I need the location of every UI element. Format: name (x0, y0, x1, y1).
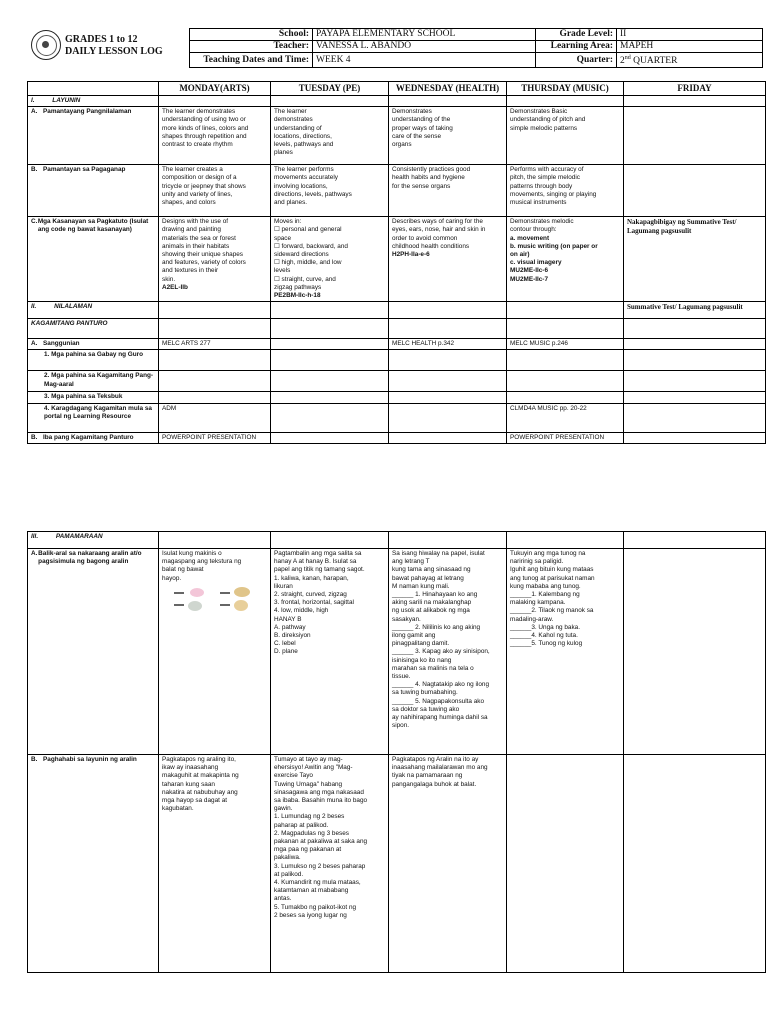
cell-c-friday: Nakapagbibigay ng Summative Test/ Lagumang pagsusulit (624, 217, 766, 302)
animal-pictures (162, 586, 267, 614)
cell-text-line: ______4. Kahol ng tuta. (510, 632, 578, 640)
cell-text-line: isinisinga ko ito nang (392, 656, 452, 664)
corner-cell (28, 82, 159, 96)
animal-icon (174, 604, 184, 606)
cell-text-line: Tumayo at tayo ay mag- (274, 756, 343, 763)
school-value: PAYAPA ELEMENTARY SCHOOL (313, 29, 536, 41)
cell-text-line: order to avoid common (392, 234, 458, 242)
day-header-wednesday: WEDNESDAY (HEALTH) (389, 82, 507, 96)
cell-text-line: space (274, 234, 292, 242)
cell-text-line: 4. Kumandirit ng mula mataas, (274, 879, 361, 887)
cell-text-line: naririnig sa paligid. (510, 558, 564, 566)
cell-text-line: sideward directions (274, 251, 329, 259)
cell-text-line: and features, variety of colors (162, 259, 246, 267)
cell-text-line: ang letrang T (392, 558, 430, 566)
cell-balik-friday (624, 549, 766, 755)
cell-text-line: sipon. (392, 722, 410, 730)
teaching-dates-label: Teaching Dates and Time: (190, 53, 313, 68)
cell-text-line: proper ways of taking (392, 124, 453, 132)
cell-text-line: shapes, and colors (162, 199, 216, 207)
cell-text-line: likuran (274, 582, 293, 590)
cell-text-line: The learner creates a (162, 166, 223, 174)
cell-b-friday (624, 165, 766, 217)
cell-sanggunian-thursday: MELC MUSIC p.246 (507, 339, 624, 350)
cell-text-line: C. lebel (274, 640, 296, 648)
cell-c-tuesday: Moves in: ☐ personal and general space ☐ forward, backward, and sideward directions ☐ high, middle, and low levels ☐ straight, curve, and zigzag pathways PE2BM-IIc-h-18 (271, 217, 389, 302)
cell-text-line: a. movement (510, 234, 550, 242)
cell-text-line: MU2ME-IIc-6 (510, 267, 548, 275)
cell-text-line: movements accurately (274, 174, 338, 182)
cell-text-line: b. music writing (on paper or (510, 242, 598, 250)
cell-text-line: gawin. (274, 805, 293, 813)
row-label-mga-kasanayan: C. Mga Kasanayan sa Pagkatuto (Isulat ang code ng bawat kasanayan) (28, 217, 159, 302)
deped-seal-icon (31, 30, 61, 60)
row-label-gabay-ng-guro: 1. Mga pahina sa Gabay ng Guro (28, 350, 159, 371)
cell-b-monday (159, 165, 271, 217)
cell-text-line: katamtaman at mababang (274, 887, 349, 895)
teacher-label: Teacher: (190, 41, 313, 53)
cell-text-line: Pagkatapos ng araling ito, (162, 756, 236, 763)
cell-paghahabi-tuesday (271, 755, 389, 973)
cell-text-line: contour through: (510, 226, 557, 234)
cell-text-line: sa tuwing bumabahing. (392, 689, 458, 697)
cell-text-line: Moves in: (274, 218, 302, 226)
cell-balik-thursday (507, 549, 624, 755)
cell-text-line: ☐ straight, curve, and (274, 275, 336, 283)
cell-text-line: A. pathway (274, 623, 306, 631)
cell-text-line: c. visual imagery (510, 259, 562, 267)
lesson-log-table-1 (27, 81, 766, 444)
cell-text-line: The learner performs (274, 166, 334, 174)
quarter-label: Quarter: (536, 53, 617, 68)
cell-paghahabi-wednesday (389, 755, 507, 973)
cell-text-line: ______ 3. Kapag ako ay sinisipon, (392, 648, 490, 656)
cell-text-line: 4. low, middle, high (274, 607, 329, 615)
cell-text-line: D. plane (274, 648, 298, 656)
cell-karagdagang-monday: ADM (159, 403, 271, 432)
cell-text-line: M naman kung mali. (392, 582, 450, 590)
cell-text-line: movements, singing or playing (510, 190, 597, 198)
section-pamamaraan: III. PAMAMARAAN (28, 532, 159, 549)
day-header-tuesday: TUESDAY (PE) (271, 82, 389, 96)
cell-iba-pang-monday: POWERPOINT PRESENTATION (159, 432, 271, 443)
animal-icon (234, 600, 248, 611)
cell-text-line: MU2ME-IIc-7 (510, 275, 548, 283)
day-header-friday: FRIDAY (624, 82, 766, 96)
animal-icon (174, 592, 184, 594)
cell-text-line: ______1. Kalembang ng (510, 591, 580, 599)
table-row (28, 165, 766, 217)
cell-text-line: Tukuyin ang mga tunog na (510, 550, 586, 557)
cell-text-line: kung mababa ang tunog. (510, 582, 581, 590)
cell-text-line: ______ 1. Hinahayaan ko ang (392, 591, 478, 599)
cell-text-line: bawat pahayag at letrang (392, 574, 464, 582)
cell-sanggunian-wednesday: MELC HEALTH p.342 (389, 339, 507, 350)
cell-text-line: sa doktor sa tuwing ako (392, 705, 460, 713)
cell-text-line: Pagkatapos ng Aralin na ito ay (392, 756, 479, 763)
cell-text-line: eyes, ears, nose, hair and skin in (392, 226, 486, 234)
row-label-teksbuk: 3. Mga pahina sa Teksbuk (28, 392, 159, 403)
row-label-iba-pang-kagamitan: B. Iba pang Kagamitang Panturo (28, 432, 159, 443)
cell-text-line: exercise Tayo (274, 772, 313, 780)
cell-text-line: ☐ forward, backward, and (274, 242, 348, 250)
row-label-paghahabi: B. Paghahabi sa layunin ng aralin (28, 755, 159, 973)
animal-icon (220, 592, 230, 594)
dll-header (27, 28, 765, 67)
cell-text-line: ☐ high, middle, and low (274, 259, 342, 267)
cell-text-line: marahan sa malinis na tela o (392, 664, 474, 672)
cell-text-line: The learner (274, 108, 307, 116)
cell-text-line: hanay A at hanay B. Isulat sa (274, 558, 357, 566)
table-row (28, 432, 766, 443)
table-row (28, 339, 766, 350)
cell-text-line: Sa isang hiwalay na papel, isulat (392, 550, 485, 557)
info-table (189, 28, 763, 68)
cell-text-line: childhood health conditions (392, 242, 470, 250)
table-row (28, 392, 766, 403)
cell-text-line: and planes. (274, 199, 308, 207)
cell-text-line: materials the sea or forest (162, 234, 236, 242)
row-label-karagdagang-kagamitan: 4. Karagdagang Kagamitan mula sa portal ng Learning Resource (28, 403, 159, 432)
cell-text-line: directions, levels, pathways (274, 190, 352, 198)
cell-text-line: Describes ways of caring for the (392, 218, 483, 226)
cell-text-line: ilong gamit ang (392, 632, 436, 640)
cell-paghahabi-monday (159, 755, 271, 973)
cell-text-line: HANAY B (274, 615, 302, 623)
cell-text-line: ______2. Tilaok ng manok sa (510, 607, 594, 615)
cell-paghahabi-friday (624, 755, 766, 973)
cell-text-line: ehersisyo! Awitin ang "Mag- (274, 764, 353, 772)
cell-text-line: 5. Tumakbo ng paikot-ikot ng (274, 903, 357, 911)
cell-text-line: levels (274, 267, 291, 275)
cell-text-line: Demonstrates (392, 108, 432, 116)
cell-balik-wednesday (389, 549, 507, 755)
cell-text-line: ng usok at alikabok ng mga (392, 607, 470, 615)
cell-text-line: Demonstrates melodic (510, 218, 574, 226)
table-row (28, 107, 766, 165)
cell-text-line: drawing and painting (162, 226, 221, 234)
cell-text-line: patterns through body (510, 182, 573, 190)
table-row (28, 350, 766, 371)
cell-paghahabi-thursday (507, 755, 624, 973)
cell-text-line: sasakyan. (392, 615, 421, 623)
row-label-kagamitang-pang-mag-aaral: 2. Mga pahina sa Kagamitang Pang-Mag-aaral (28, 371, 159, 392)
cell-karagdagang-thursday: CLMD4A MUSIC pp. 20-22 (507, 403, 624, 432)
cell-text-line: 3. frontal, horizontal, sagittal (274, 599, 354, 607)
table-row (28, 371, 766, 392)
cell-text-line: organs (392, 141, 412, 149)
cell-text-line: 2 beses sa iyong lugar ng (274, 911, 347, 919)
cell-text-line: balat ng bawat (162, 566, 204, 574)
day-header-monday: MONDAY(ARTS) (159, 82, 271, 96)
cell-text-line: contrast to create rhythm (162, 141, 233, 149)
animal-icon (190, 588, 204, 597)
quarter-value: 2nd QUARTER (617, 53, 763, 68)
cell-text-line: 1. Lumundag ng 2 beses (274, 813, 345, 821)
cell-text-line: unity and variety of lines, (162, 190, 233, 198)
cell-text-line: planes (274, 149, 293, 157)
cell-text-line: ☐ personal and general (274, 226, 342, 234)
cell-text-line: Iguhit ang bituin kung mataas (510, 566, 594, 574)
cell-text-line: hayop. (162, 574, 182, 582)
animal-icon (234, 587, 250, 597)
row-label-sanggunian: A. Sanggunian (28, 339, 159, 350)
cell-a-thursday (507, 107, 624, 165)
cell-text-line: ______ 4. Nagtatakip ako ng ilong (392, 681, 489, 689)
grade-level-value: II (617, 29, 763, 41)
cell-text-line: mga hayop sa dagat at (162, 797, 228, 805)
cell-text-line: shapes through repetition and (162, 132, 247, 140)
cell-text-line: care of the sense (392, 132, 442, 140)
row-label-pamantayan-sa-pagaganap: B. Pamantayan sa Pagaganap (28, 165, 159, 217)
cell-text-line: kagubatan. (162, 805, 194, 813)
cell-b-wednesday (389, 165, 507, 217)
cell-text-line: understanding of the (392, 116, 451, 124)
cell-text-line: tricycle or jeepney that shows (162, 182, 246, 190)
cell-text-line: ang tunog at parisukat naman (510, 574, 595, 582)
cell-text-line: kung tama ang sinasaad ng (392, 566, 471, 574)
cell-text-line: locations, directions, (274, 132, 332, 140)
cell-text-line: musical instruments (510, 199, 567, 207)
animal-icon (188, 601, 202, 611)
cell-text-line: antas. (274, 895, 292, 903)
cell-text-line: pakanan at pakaliwa at saka ang (274, 838, 368, 846)
section-nilalaman: II. NILALAMAN (28, 302, 159, 319)
cell-text-line: ______ 2. Nililinis ko ang aking (392, 623, 481, 631)
learning-area-label: Learning Area: (536, 41, 617, 53)
cell-text-line: makaguhit at makapinta ng (162, 772, 239, 780)
cell-text-line: levels, pathways and (274, 141, 334, 149)
cell-text-line: pangangalaga buhok at balat. (392, 780, 477, 788)
cell-text-line: Demonstrates Basic (510, 108, 568, 116)
cell-text-line: showing their unique shapes (162, 251, 244, 259)
table-row (28, 217, 766, 302)
cell-text-line: ______5. Tunog ng kulog (510, 640, 583, 648)
cell-text-line: sinasagawa ang mga nakasaad (274, 788, 364, 796)
grade-level-label: Grade Level: (536, 29, 617, 41)
table-row (28, 549, 766, 755)
cell-text-line: understanding of pitch and (510, 116, 586, 124)
cell-text-line: 2. Magpadulas ng 3 beses (274, 829, 349, 837)
cell-text-line: taharan kung saan (162, 780, 215, 788)
teaching-dates-value: WEEK 4 (313, 53, 536, 68)
cell-sanggunian-monday: MELC ARTS 277 (159, 339, 271, 350)
cell-text-line: tissue. (392, 673, 411, 681)
cell-text-line: magaspang ang tekstura ng (162, 558, 242, 566)
cell-text-line: and textures in their (162, 267, 219, 275)
cell-text-line: involving locations, (274, 182, 328, 190)
table-row (28, 755, 766, 973)
lesson-log-table-2 (27, 531, 766, 973)
cell-text-line: papel ang titik ng tamang sagot. (274, 566, 365, 574)
section-kagamitang-panturo: KAGAMITANG PANTURO (28, 319, 159, 339)
cell-text-line: skin. (162, 275, 176, 283)
cell-c-thursday (507, 217, 624, 302)
cell-text-line: Isulat kung makinis o (162, 550, 222, 557)
cell-a-monday (159, 107, 271, 165)
cell-text-line: ______3. Unga ng baka. (510, 623, 581, 631)
cell-balik-tuesday (271, 549, 389, 755)
cell-c-monday: Designs with the use of drawing and painting materials the sea or forest animals in their habitats showing their unique shapes and features, variety of colors and textures in their skin. A2EL-IIb (159, 217, 271, 302)
cell-text-line: paharap at palikod. (274, 821, 329, 829)
cell-c-wednesday: Describes ways of caring for the eyes, ears, nose, hair and skin in order to avoid common childhood health conditions H2PH-IIa-e-6 (389, 217, 507, 302)
animal-icon (220, 604, 230, 606)
cell-text-line: ______ 5. Nagpapakonsulta ako (392, 697, 485, 705)
cell-balik-monday (159, 549, 271, 755)
cell-text-line: tiyak na pamamaraan ng (392, 772, 463, 780)
teacher-value: VANESSA L. ABANDO (313, 41, 536, 53)
cell-text-line: Pagtambalin ang mga salita sa (274, 550, 362, 557)
cell-text-line: Consistently practices good (392, 166, 471, 174)
cell-text-line: sa ibaba. Basahin muna ito bago (274, 797, 368, 805)
cell-a-friday (624, 107, 766, 165)
cell-b-tuesday (271, 165, 389, 217)
cell-text-line: Tuwing Umaga" habang (274, 780, 343, 788)
cell-text-line: health habits and hygiene (392, 174, 465, 182)
cell-text-line: pinagpalitang damit. (392, 640, 450, 648)
school-label: School: (190, 29, 313, 41)
cell-text-line: demonstrates (274, 116, 313, 124)
cell-text-line: Performs with accuracy of (510, 166, 584, 174)
cell-text-line: madaling-araw. (510, 615, 554, 623)
cell-text-line: The learner demonstrates (162, 108, 236, 116)
document-title: GRADES 1 to 12 DAILY LESSON LOG (65, 34, 163, 57)
cell-text-line: mga paa ng pakanan at (274, 846, 342, 854)
cell-b-thursday (507, 165, 624, 217)
cell-text-line: animals in their habitats (162, 242, 230, 250)
cell-text-line: at palikod. (274, 870, 304, 878)
cell-text-line: malaking kampana. (510, 599, 566, 607)
cell-text-line: understanding of using two or (162, 116, 246, 124)
row-label-pamantayang-pangnilalaman: A. Pamantayang Pangnilalaman (28, 107, 159, 165)
table-row (28, 403, 766, 432)
cell-text-line: ay nahihirapang huminga dahil sa (392, 714, 488, 722)
cell-iba-pang-thursday: POWERPOINT PRESENTATION (507, 432, 624, 443)
cell-nilalaman-friday: Summative Test/ Lagumang pagsusulit (624, 302, 766, 319)
row-label-balik-aral: A. Balik-aral sa nakaraang aralin at/o pagsisimula ng bagong aralin (28, 549, 159, 755)
cell-text-line: for the sense organs (392, 182, 451, 190)
cell-text-line: pakaliwa. (274, 854, 301, 862)
cell-text-line: ikaw ay inaasahang (162, 764, 219, 772)
cell-a-wednesday (389, 107, 507, 165)
cell-text-line: 1. kaliwa, kanan, harapan, (274, 574, 349, 582)
cell-text-line: on air) (510, 251, 530, 259)
day-header-thursday: THURSDAY (MUSIC) (507, 82, 624, 96)
cell-text-line: composition or design of a (162, 174, 237, 182)
cell-text-line: inaasahang mailalarawan mo ang (392, 764, 488, 772)
cell-text-line: more kinds of lines, colors and (162, 124, 249, 132)
cell-text-line: 2. straight, curved, zigzag (274, 591, 347, 599)
cell-text-line: Designs with the use of (162, 218, 229, 226)
cell-text-line: nakatira at nabubuhay ang (162, 788, 238, 796)
cell-text-line: pitch, the simple melodic (510, 174, 580, 182)
cell-text-line: 3. Lumukso ng 2 beses paharap (274, 862, 366, 870)
cell-a-tuesday (271, 107, 389, 165)
cell-text-line: zigzag pathways (274, 283, 322, 291)
learning-area-value: MAPEH (617, 41, 763, 53)
cell-text-line: B. direksiyon (274, 632, 311, 640)
section-layunin: I. LAYUNIN (28, 96, 159, 107)
cell-text-line: aking sarili na makalanghap (392, 599, 472, 607)
cell-text-line: simple melodic patterns (510, 124, 578, 132)
cell-text-line: understanding of (274, 124, 322, 132)
